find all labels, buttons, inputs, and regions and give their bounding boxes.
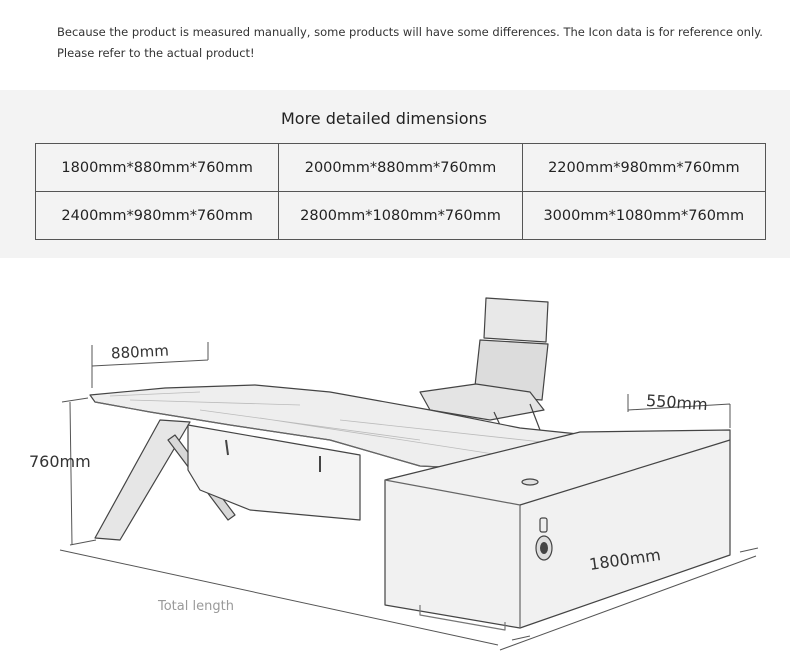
depth-dimension-label: 880mm [110, 341, 170, 363]
office-chair [420, 298, 548, 430]
side-length-dimension-label: 1800mm [588, 545, 662, 574]
table-cell: 2400mm*980mm*760mm [36, 192, 279, 240]
notice-section [0, 0, 790, 88]
total-length-label: Total length [158, 599, 234, 614]
table-row [36, 144, 766, 192]
dimensions-title: More detailed dimensions [280, 109, 488, 128]
table-cell: 2000mm*880mm*760mm [279, 144, 522, 192]
height-dimension-label: 760mm [29, 452, 91, 471]
table-row [36, 192, 766, 240]
table-cell: 2800mm*1080mm*760mm [279, 192, 522, 240]
table-cell: 3000mm*1080mm*760mm [522, 192, 765, 240]
dimensions-table [35, 143, 766, 240]
desk-illustration [0, 260, 790, 662]
table-cell: 2200mm*980mm*760mm [522, 144, 765, 192]
side-depth-dimension-label: 550mm [645, 390, 709, 415]
desk-drawing [0, 260, 790, 662]
table-cell: 1800mm*880mm*760mm [36, 144, 279, 192]
notice-text: Because the product is measured manually, some products will have some differences. The Icon data is for reference only. Please refer to the actual product! [57, 25, 763, 60]
